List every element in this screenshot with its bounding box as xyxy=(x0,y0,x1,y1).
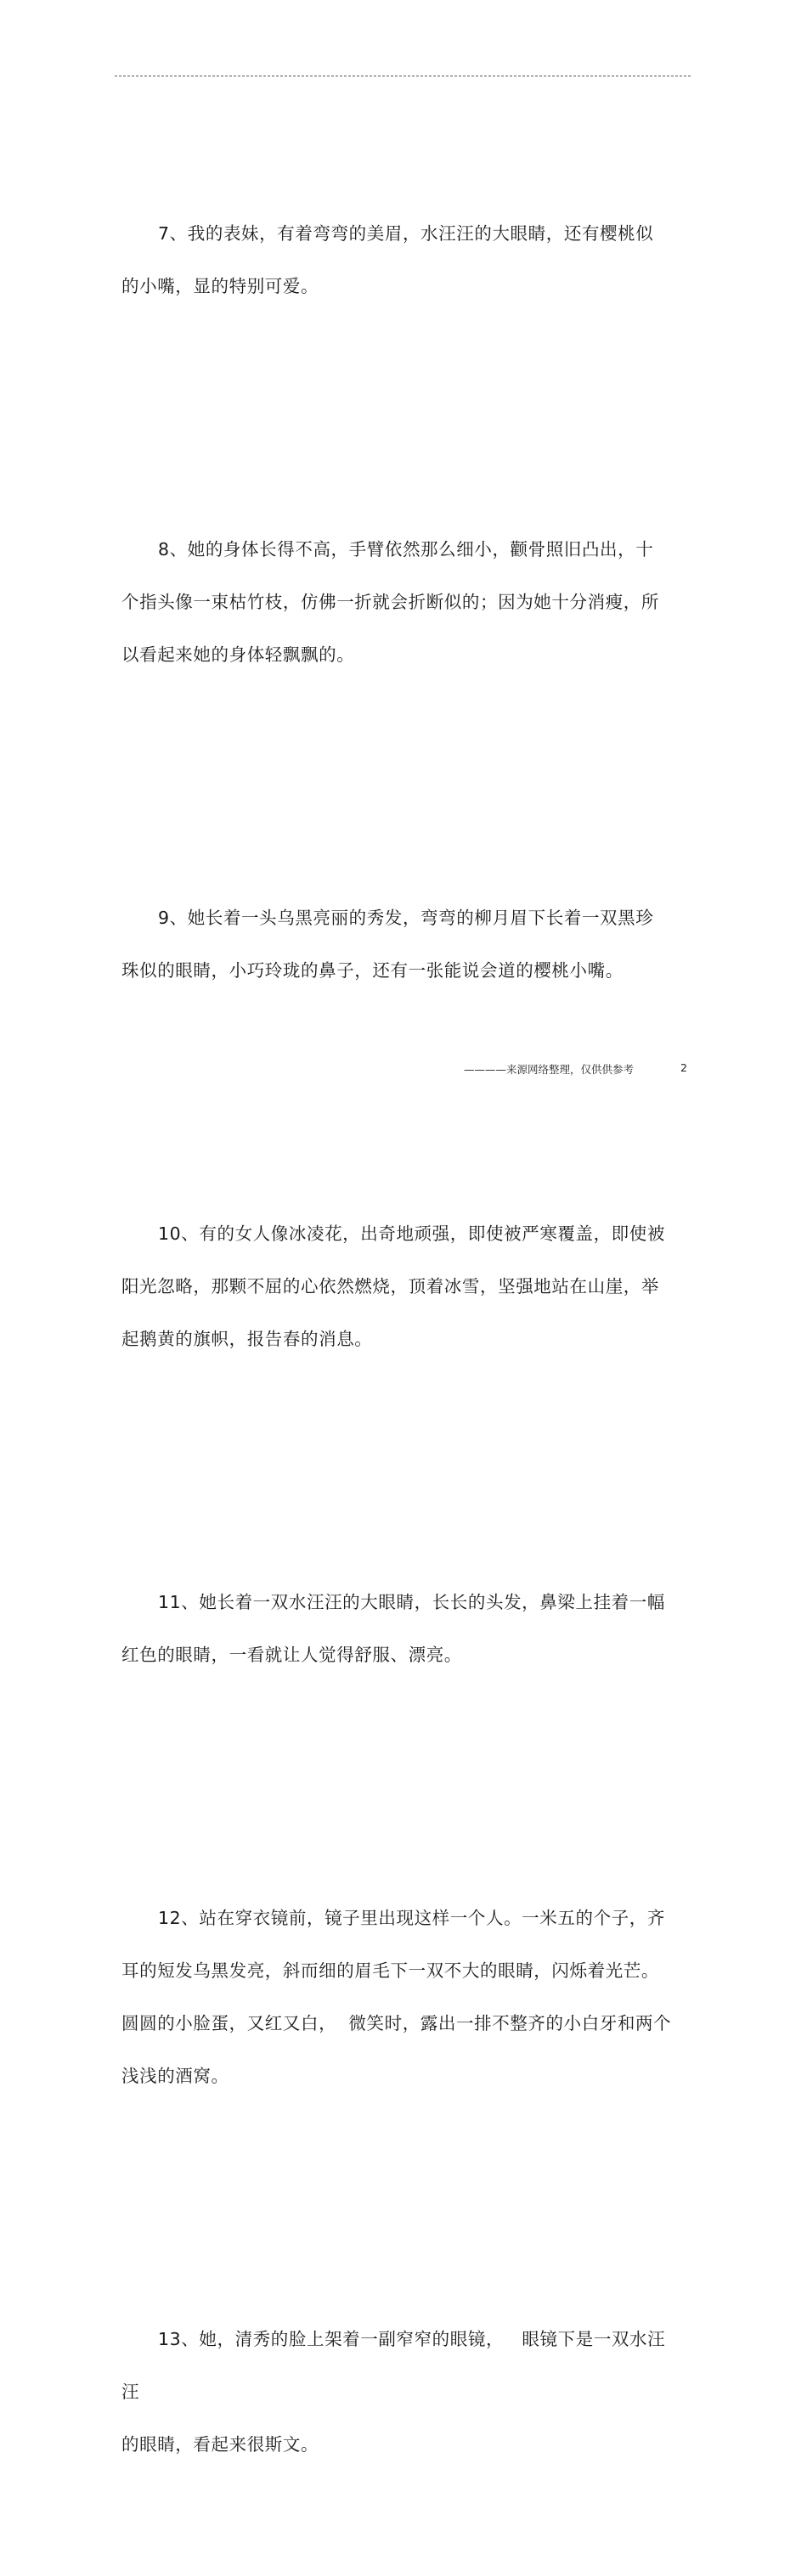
paragraph-9 xyxy=(121,786,682,1102)
paragraph-line: 耳的短发乌黑发亮，斜而细的眉毛下一双不大的眼睛，闪烁着光芒。 xyxy=(121,1960,659,1981)
paragraph-line: 红色的眼睛，一看就让人觉得舒服、漂亮。 xyxy=(121,1645,462,1665)
page-number: 2 xyxy=(680,1061,687,1074)
paragraph-12 xyxy=(121,1786,682,2208)
paragraph-line: 浅浅的酒窝。 xyxy=(121,2066,229,2086)
document-body xyxy=(121,102,682,2576)
paragraph-line: 阳光忽略，那颗不屈的心依然燃烧，顶着冰雪，坚强地站在山崖，举 xyxy=(121,1276,659,1296)
paragraph-line: 的眼睛，看起来很斯文。 xyxy=(121,2434,319,2455)
paragraph-line: 13、她，清秀的脸上架着一副窄窄的眼镜， 眼镜下是一双水汪汪 xyxy=(121,2329,666,2402)
paragraph-line: 珠似的眼睛，小巧玲珑的鼻子，还有一张能说会道的樱桃小嘴。 xyxy=(121,960,624,981)
paragraph-line: 9、她长着一头乌黑亮丽的秀发，弯弯的柳月眉下长着一双黑珍 xyxy=(158,908,654,928)
paragraph-11 xyxy=(121,1471,682,1786)
paragraph-13 xyxy=(121,2208,682,2576)
paragraph-line: 起鹅黄的旗帜，报告春的消息。 xyxy=(121,1329,373,1349)
paragraph-line: 的小嘴，显的特别可爱。 xyxy=(121,276,319,296)
paragraph-line: 8、她的身体长得不高，手臂依然那么细小，颧骨照旧凸出，十 xyxy=(158,539,654,560)
paragraph-line: 12、站在穿衣镜前，镜子里出现这样一个人。一米五的个子，齐 xyxy=(158,1908,665,1928)
paragraph-line: 个指头像一束枯竹枝，仿佛一折就会折断似的；因为她十分消瘦，所 xyxy=(121,592,659,612)
paragraph-7 xyxy=(121,102,682,418)
paragraph-8 xyxy=(121,418,682,786)
paragraph-line: 7、我的表妹，有着弯弯的美眉，水汪汪的大眼睛，还有樱桃似 xyxy=(158,223,654,244)
paragraph-10 xyxy=(121,1102,682,1471)
paragraph-line: 以看起来她的身体轻飘飘的。 xyxy=(121,644,355,665)
paragraph-line: 10、有的女人像冰凌花，出奇地顽强，即使被严寒覆盖，即使被 xyxy=(158,1223,665,1244)
footer-source-note: ————来源网络整理，仅供供参考 xyxy=(464,1063,635,1076)
paragraph-line: 圆圆的小脸蛋，又红又白， 微笑时，露出一排不整齐的小白牙和两个 xyxy=(121,2013,672,2033)
paragraph-line: 11、她长着一双水汪汪的大眼睛，长长的头发，鼻梁上挂着一幅 xyxy=(158,1592,665,1612)
